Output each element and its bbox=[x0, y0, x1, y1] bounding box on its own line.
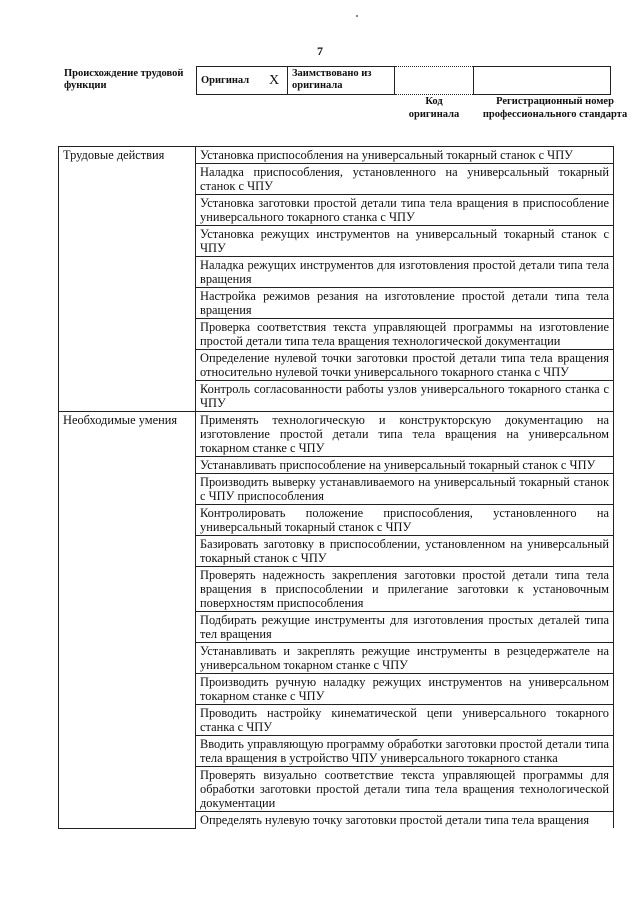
borrowed-label: Заимствовано из оригинала bbox=[288, 67, 395, 95]
section-item: Контролировать положение приспособления, установленного на универсальный токарный станок с ЧПУ bbox=[196, 505, 614, 536]
section-item: Установка заготовки простой детали типа тела вращения в приспособление универсального токарного станка с ЧПУ bbox=[196, 195, 614, 226]
section-item: Наладка режущих инструментов для изготовления простой детали типа тела вращения bbox=[196, 257, 614, 288]
original-label: Оригинал bbox=[197, 67, 262, 95]
function-table bbox=[58, 146, 614, 829]
section-title: Трудовые действия bbox=[59, 147, 196, 412]
section-item: Установка приспособления на универсальный токарный станок с ЧПУ bbox=[196, 147, 614, 164]
page-number: 7 bbox=[317, 44, 323, 58]
section-item: Вводить управляющую программу обработки заготовки простой детали типа тела вращения в устройство ЧПУ универсального токарного станка bbox=[196, 736, 614, 767]
section-item: Проверять визуально соответствие текста управляющей программы для обработки заготовки простой детали типа тела вращения технологической документации bbox=[196, 767, 614, 812]
section-item: Проверять надежность закрепления заготовки простой детали типа тела вращения в приспособлении и прилегание заготовки к установочным поверхностям приспособления bbox=[196, 567, 614, 612]
section-item: Настройка режимов резания на изготовление простой детали типа тела вращения bbox=[196, 288, 614, 319]
section-item: Устанавливать и закреплять режущие инструменты в резцедержателе на универсальном токарном станке с ЧПУ bbox=[196, 643, 614, 674]
section-item: Подбирать режущие инструменты для изготовления простых деталей типа тел вращения bbox=[196, 612, 614, 643]
original-mark: X bbox=[261, 67, 288, 95]
section-item: Проводить настройку кинематической цепи универсального токарного станка с ЧПУ bbox=[196, 705, 614, 736]
table-row bbox=[59, 412, 614, 457]
registration-number-cell bbox=[474, 67, 611, 95]
section-item: Определение нулевой точки заготовки простой детали типа тела вращения относительно нулевой точки универсального токарного станка с ЧПУ bbox=[196, 350, 614, 381]
section-item: Определять нулевую точку заготовки простой детали типа тела вращения bbox=[196, 812, 614, 829]
section-item: Применять технологическую и конструкторскую документацию на изготовление простой детали типа тела вращения на универсальном токарном станке с ЧПУ bbox=[196, 412, 614, 457]
section-item: Наладка приспособления, установленного на универсальный токарный станок с ЧПУ bbox=[196, 164, 614, 195]
registration-caption: Регистрационный номер профессионального стандарта bbox=[482, 96, 628, 120]
section-title: Необходимые умения bbox=[59, 412, 196, 829]
section-item: Устанавливать приспособление на универсальный токарный станок с ЧПУ bbox=[196, 457, 614, 474]
section-item: Проверка соответствия текста управляющей программы на изготовление простой детали типа тела вращения технологической документации bbox=[196, 319, 614, 350]
section-item: Производить выверку устанавливаемого на универсальный токарный станок с ЧПУ приспособления bbox=[196, 474, 614, 505]
scan-speck bbox=[356, 15, 358, 17]
section-item: Установка режущих инструментов на универсальный токарный станок с ЧПУ bbox=[196, 226, 614, 257]
section-item: Базировать заготовку в приспособлении, установленном на универсальный токарный станок с ЧПУ bbox=[196, 536, 614, 567]
section-item: Контроль согласованности работы узлов универсального токарного станка с ЧПУ bbox=[196, 381, 614, 412]
original-code-cell bbox=[395, 67, 474, 95]
code-caption: Код оригинала bbox=[408, 96, 460, 120]
section-item: Производить ручную наладку режущих инструментов на универсальном токарном станке с ЧПУ bbox=[196, 674, 614, 705]
origin-table bbox=[196, 66, 611, 95]
table-row bbox=[59, 147, 614, 164]
origin-label: Происхождение трудовой функции bbox=[64, 68, 184, 91]
